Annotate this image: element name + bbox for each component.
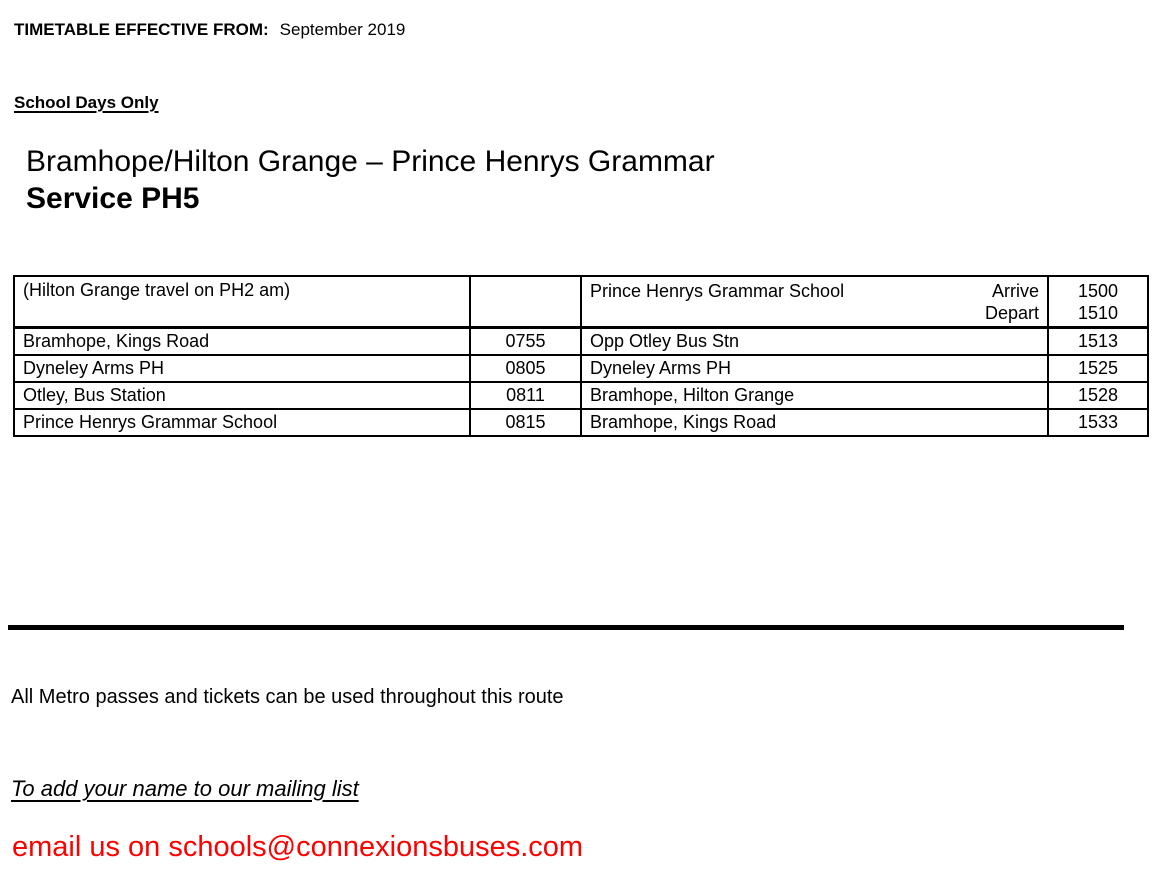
- am-time-cell: 0811: [470, 382, 581, 409]
- title-block: [26, 143, 715, 217]
- am-time-cell: 0755: [470, 328, 581, 356]
- effective-from-line: [14, 20, 405, 40]
- arrive-label: Arrive: [991, 281, 1039, 301]
- pm-time-cell: 1528: [1048, 382, 1148, 409]
- arrive-time: 1500: [1077, 281, 1119, 301]
- service-number-title: Service PH5: [26, 182, 200, 215]
- pm-stop-cell: Bramhope, Hilton Grange: [581, 382, 1048, 409]
- pm-stop-header-cell: [581, 276, 1048, 328]
- pm-time-header-cell: [1048, 276, 1148, 328]
- metro-passes-note: All Metro passes and tickets can be used throughout this route: [11, 686, 564, 708]
- am-stop-cell: Bramhope, Kings Road: [14, 328, 470, 356]
- pm-stop-cell: Dyneley Arms PH: [581, 355, 1048, 382]
- effective-from-value: September 2019: [279, 20, 406, 39]
- pm-stop-name: Prince Henrys Grammar School: [590, 281, 845, 301]
- depart-time: 1510: [1077, 303, 1119, 323]
- pm-stop-cell: Bramhope, Kings Road: [581, 409, 1048, 436]
- table-row: [14, 382, 1148, 409]
- table-row: [14, 409, 1148, 436]
- am-note-cell: (Hilton Grange travel on PH2 am): [14, 276, 470, 328]
- pm-time-cell: 1525: [1048, 355, 1148, 382]
- school-days-note: School Days Only: [14, 93, 159, 112]
- pm-stop-cell: Opp Otley Bus Stn: [581, 328, 1048, 356]
- am-time-cell: 0815: [470, 409, 581, 436]
- table-row: [14, 355, 1148, 382]
- am-stop-cell: Otley, Bus Station: [14, 382, 470, 409]
- horizontal-rule: [8, 625, 1124, 630]
- table-header-row: [14, 276, 1148, 328]
- table-row: [14, 328, 1148, 356]
- effective-from-label: TIMETABLE EFFECTIVE FROM:: [14, 20, 269, 39]
- timetable-table: [13, 275, 1149, 437]
- pm-time-cell: 1533: [1048, 409, 1148, 436]
- am-time-header-cell: [470, 276, 581, 328]
- email-contact-line: email us on schools@connexionsbuses.com: [12, 831, 584, 863]
- route-title: Bramhope/Hilton Grange – Prince Henrys Grammar: [26, 145, 715, 178]
- am-stop-cell: Dyneley Arms PH: [14, 355, 470, 382]
- pm-time-cell: 1513: [1048, 328, 1148, 356]
- am-time-cell: 0805: [470, 355, 581, 382]
- am-stop-cell: Prince Henrys Grammar School: [14, 409, 470, 436]
- depart-label: Depart: [984, 303, 1039, 323]
- mailing-list-note: To add your name to our mailing list: [11, 776, 359, 801]
